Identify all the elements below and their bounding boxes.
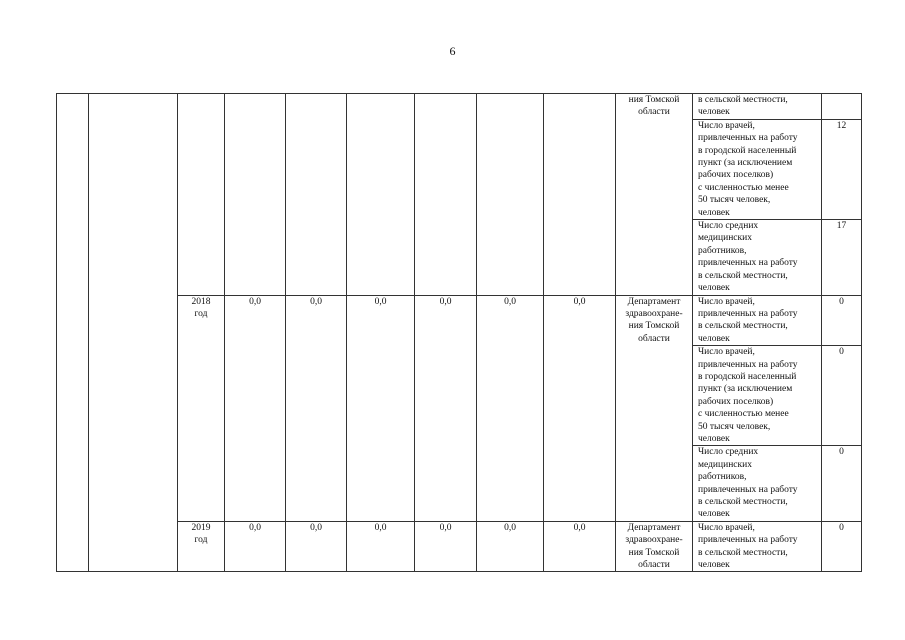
amount-cell: 0,0	[544, 295, 616, 521]
year-cell: 2018 год	[178, 295, 225, 521]
department-cell: ния Томской области	[616, 94, 693, 296]
indicator-name: Число врачей, привлеченных на работу в сельской местности, человек	[693, 295, 822, 346]
amount-cell	[286, 94, 347, 296]
table-row	[57, 94, 862, 120]
amount-cell: 0,0	[415, 521, 477, 572]
indicator-name: в сельской местности, человек	[693, 94, 822, 120]
page-number: 6	[449, 44, 456, 58]
indicator-value: 0	[822, 521, 862, 572]
amount-cell: 0,0	[415, 295, 477, 521]
amount-cell: 0,0	[225, 295, 286, 521]
amount-cell: 0,0	[477, 521, 544, 572]
amount-cell: 0,0	[477, 295, 544, 521]
indicator-name: Число врачей, привлеченных на работу в сельской местности, человек	[693, 521, 822, 572]
amount-cell: 0,0	[286, 521, 347, 572]
program-financing-table	[56, 93, 862, 572]
department-cell: Департамент здравоохране- ния Томской области	[616, 521, 693, 572]
indicator-name: Число средних медицинских работников, привлеченных на работу в сельской местности, человек	[693, 220, 822, 295]
amount-cell: 0,0	[347, 295, 415, 521]
table-row	[57, 295, 862, 346]
amount-cell	[347, 94, 415, 296]
measure-name-cell	[89, 94, 178, 572]
indicator-value: 0	[822, 446, 862, 521]
indicator-name: Число врачей, привлеченных на работу в городской населенный пункт (за исключением рабочих поселков) с численностью менее 50 тысяч человек, человек	[693, 346, 822, 446]
amount-cell	[225, 94, 286, 296]
number-cell	[57, 94, 89, 572]
year-cell: 2019 год	[178, 521, 225, 572]
indicator-value	[822, 94, 862, 120]
indicator-value: 0	[822, 346, 862, 446]
amount-cell: 0,0	[286, 295, 347, 521]
indicator-value: 17	[822, 220, 862, 295]
amount-cell: 0,0	[347, 521, 415, 572]
indicator-name: Число средних медицинских работников, привлеченных на работу в сельской местности, человек	[693, 446, 822, 521]
year-cell	[178, 94, 225, 296]
amount-cell: 0,0	[225, 521, 286, 572]
amount-cell: 0,0	[544, 521, 616, 572]
amount-cell	[415, 94, 477, 296]
amount-cell	[544, 94, 616, 296]
department-cell: Департамент здравоохране- ния Томской области	[616, 295, 693, 521]
indicator-value: 0	[822, 295, 862, 346]
table-row	[57, 521, 862, 572]
indicator-value: 12	[822, 119, 862, 219]
amount-cell	[477, 94, 544, 296]
indicator-name: Число врачей, привлеченных на работу в городской населенный пункт (за исключением рабочих поселков) с численностью менее 50 тысяч человек, человек	[693, 119, 822, 219]
